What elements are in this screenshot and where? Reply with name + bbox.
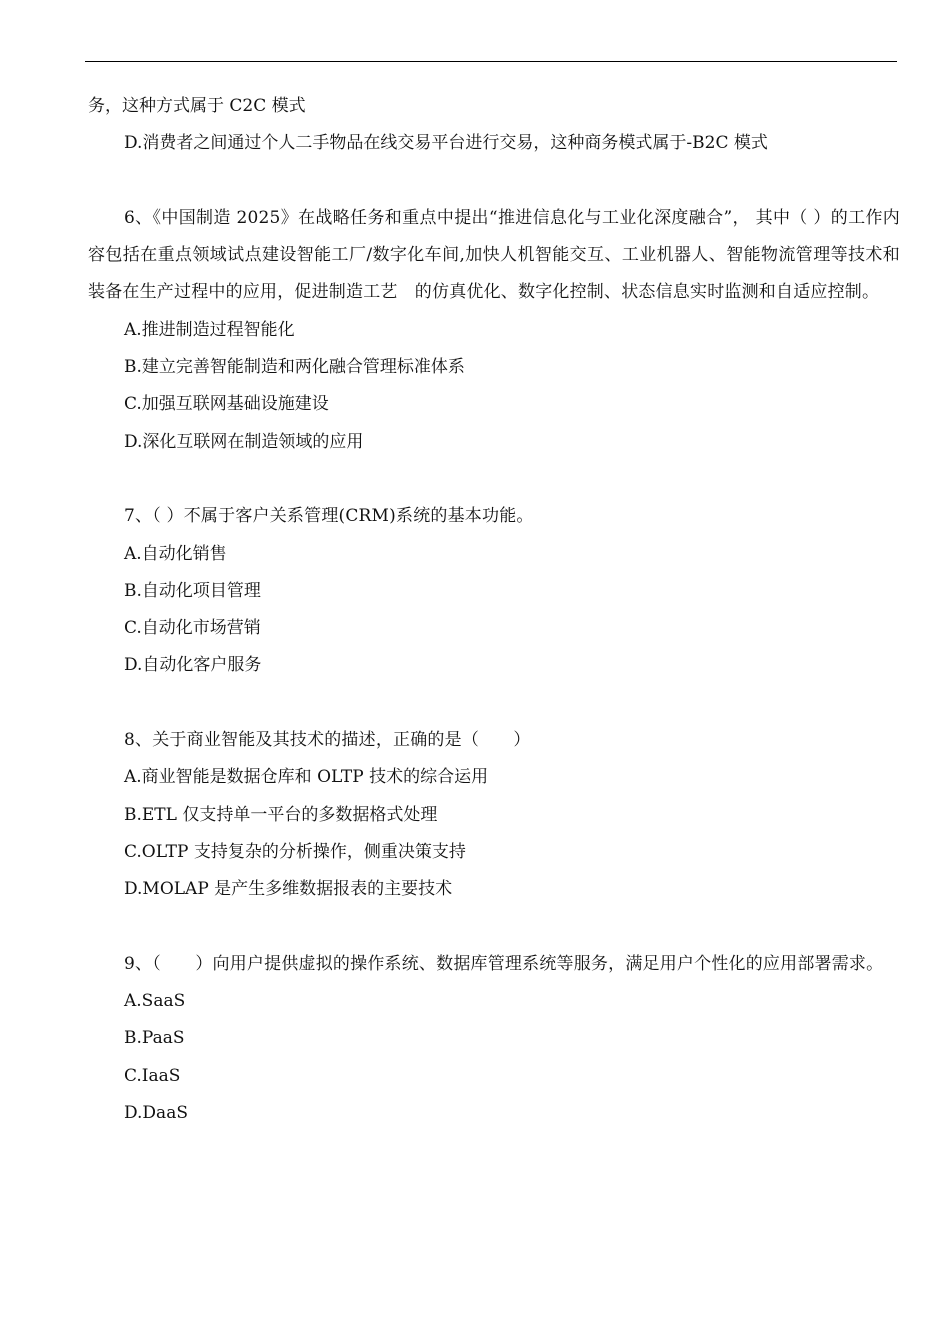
header-rule [85, 61, 897, 62]
option-a: A.SaaS [124, 991, 186, 1012]
document-body [88, 88, 900, 1132]
question-stem: 9、（ ）向用户提供虚拟的操作系统、数据库管理系统等服务，满足用户个性化的应用部署需求。 [124, 953, 884, 974]
continuation-line: 务，这种方式属于 C2C 模式 [88, 96, 306, 116]
option-d: D.深化互联网在制造领域的应用 [124, 431, 364, 452]
option-d: D.DaaS [124, 1103, 188, 1124]
option-b: B.PaaS [124, 1028, 185, 1049]
option-b: B.ETL 仅支持单一平台的多数据格式处理 [124, 804, 438, 825]
option-c: C.IaaS [124, 1065, 181, 1086]
option-a: A.推进制造过程智能化 [124, 319, 295, 340]
option-a: A.自动化销售 [124, 543, 227, 564]
question-6 [88, 200, 900, 461]
question-stem: 8、关于商业智能及其技术的描述，正确的是（ ） [124, 730, 531, 751]
option-b: B.建立完善智能制造和两化融合管理标准体系 [124, 357, 465, 378]
option-d: D.自动化客户服务 [124, 655, 262, 676]
question-stem: 7、（ ）不属于客户关系管理(CRM)系统的基本功能。 [124, 506, 534, 527]
option-b: B.自动化项目管理 [124, 580, 261, 601]
question-8 [88, 722, 900, 908]
option-c: C.加强互联网基础设施建设 [124, 394, 329, 415]
option-c: C.OLTP 支持复杂的分析操作，侧重决策支持 [124, 841, 466, 862]
question-7 [88, 498, 900, 684]
question-stem: 6、《中国制造 2025》在战略任务和重点中提出“推进信息化与工业化深度融合”， 其中（ ）的工作内容包括在重点领域试点建设智能工厂/数字化车间,加快人机智能交互、工业机器人、智能物流管理等技术和装备在生产过程中的应用，促进制造工艺 的仿真优化、数字化控制、状态信息实时监测和自适应控制。 [88, 207, 900, 303]
question-9 [88, 946, 900, 1132]
option-c: C.自动化市场营销 [124, 618, 261, 639]
continuation-option-d: D.消费者之间通过个人二手物品在线交易平台进行交易，这种商务模式属于-B2C 模式 [124, 133, 768, 154]
option-d: D.MOLAP 是产生多维数据报表的主要技术 [124, 879, 453, 900]
option-a: A.商业智能是数据仓库和 OLTP 技术的综合运用 [124, 767, 489, 788]
